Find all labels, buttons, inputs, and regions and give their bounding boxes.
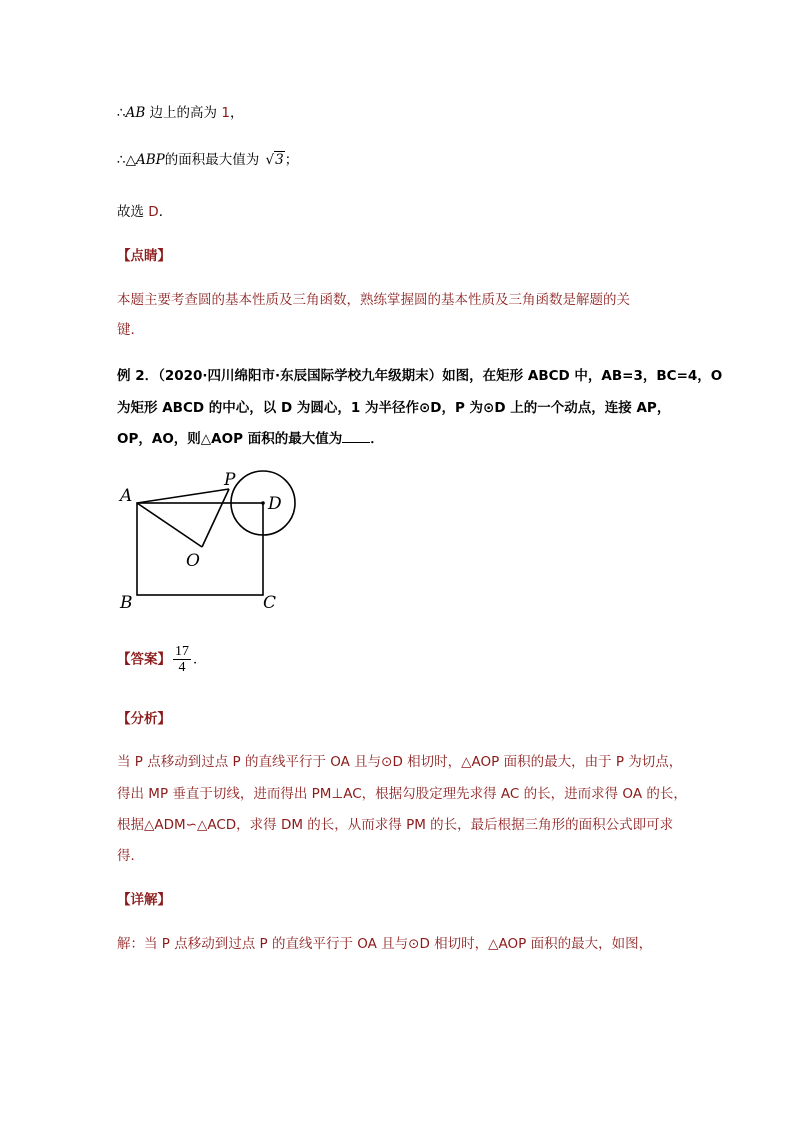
fenxi-heading: 【分析】	[117, 711, 171, 727]
fenxi-text-2: 得出 MP 垂直于切线，进而得出 PM⊥AC，根据勾股定理先求得 AC 的长，进而求得 OA 的长，	[117, 786, 687, 802]
therefore-symbol: ∴	[117, 105, 126, 121]
fenxi-text-4: 得．	[117, 848, 144, 864]
answer-blank	[342, 429, 370, 443]
label-d: D	[268, 494, 282, 514]
label-o: O	[186, 551, 200, 571]
sqrt-three: √3	[265, 152, 284, 168]
line2-text: 的面积最大值为	[164, 152, 264, 168]
fenxi-text-3: 根据△ADM∽△ACD，求得 DM 的长，从而求得 PM 的长，最后根据三角形的面积公式即可求	[117, 817, 674, 833]
height-value: 1	[221, 105, 230, 121]
fenxi-text-1: 当 P 点移动到过点 P 的直线平行于 OA 且与⊙D 相切时，△AOP 面积的最大，由于 P 为切点，	[117, 754, 683, 770]
triangle-abp: ABP	[135, 152, 165, 168]
dianjing-text-1: 本题主要考查圆的基本性质及三角函数，熟练掌握圆的基本性质及三角函数是解题的关	[117, 292, 630, 308]
rectangle-abcd	[137, 503, 263, 595]
answer-line	[117, 644, 207, 675]
answer-end: ．	[193, 651, 207, 668]
therefore-triangle: ∴△	[117, 152, 136, 168]
example-line-3	[117, 429, 384, 449]
geometry-figure	[110, 460, 310, 620]
answer-fraction	[173, 644, 191, 675]
segment-ap	[137, 489, 229, 503]
line1-end: ，	[229, 105, 244, 121]
dianjing-text-2: 键．	[117, 322, 144, 338]
answer-heading: 【答案】	[117, 651, 171, 668]
segment-ao	[137, 503, 202, 547]
center-d-dot	[261, 501, 265, 505]
label-c: C	[263, 593, 277, 613]
example-line-3-text: OP，AO，则△AOP 面积的最大值为	[117, 431, 343, 447]
label-b: B	[120, 593, 133, 613]
line1-text: 边上的高为	[145, 105, 222, 121]
proof-line-2	[117, 150, 298, 170]
xiangjie-heading: 【详解】	[117, 892, 171, 908]
line3-text: 故选	[117, 204, 149, 220]
sqrt-radicand: 3	[275, 152, 284, 168]
choice-d: D	[148, 204, 159, 220]
dianjing-heading: 【点睛】	[117, 248, 171, 264]
example-line-1: 例 2．（2020·四川绵阳市·东辰国际学校九年级期末）如图，在矩形 ABCD 中，AB=3，BC=4，O	[117, 368, 723, 384]
proof-line-1	[117, 103, 243, 123]
example-line-2: 为矩形 ABCD 的中心，以 D 为圆心，1 为半径作⊙D，P 为⊙D 上的一个动点，连接 AP，	[117, 400, 671, 416]
segment-ab: AB	[125, 105, 146, 121]
xiangjie-text-1: 解：当 P 点移动到过点 P 的直线平行于 OA 且与⊙D 相切时，△AOP 面积的最大，如图，	[117, 936, 653, 952]
line2-end: ；	[284, 152, 299, 168]
label-p: P	[224, 470, 236, 490]
fraction-denominator: 4	[178, 660, 186, 675]
example-line-3-end: ．	[370, 431, 384, 447]
segment-op	[202, 489, 229, 547]
line3-end: ．	[158, 204, 173, 220]
proof-line-3	[117, 202, 172, 222]
fraction-numerator: 17	[175, 644, 189, 659]
label-a: A	[120, 486, 133, 506]
